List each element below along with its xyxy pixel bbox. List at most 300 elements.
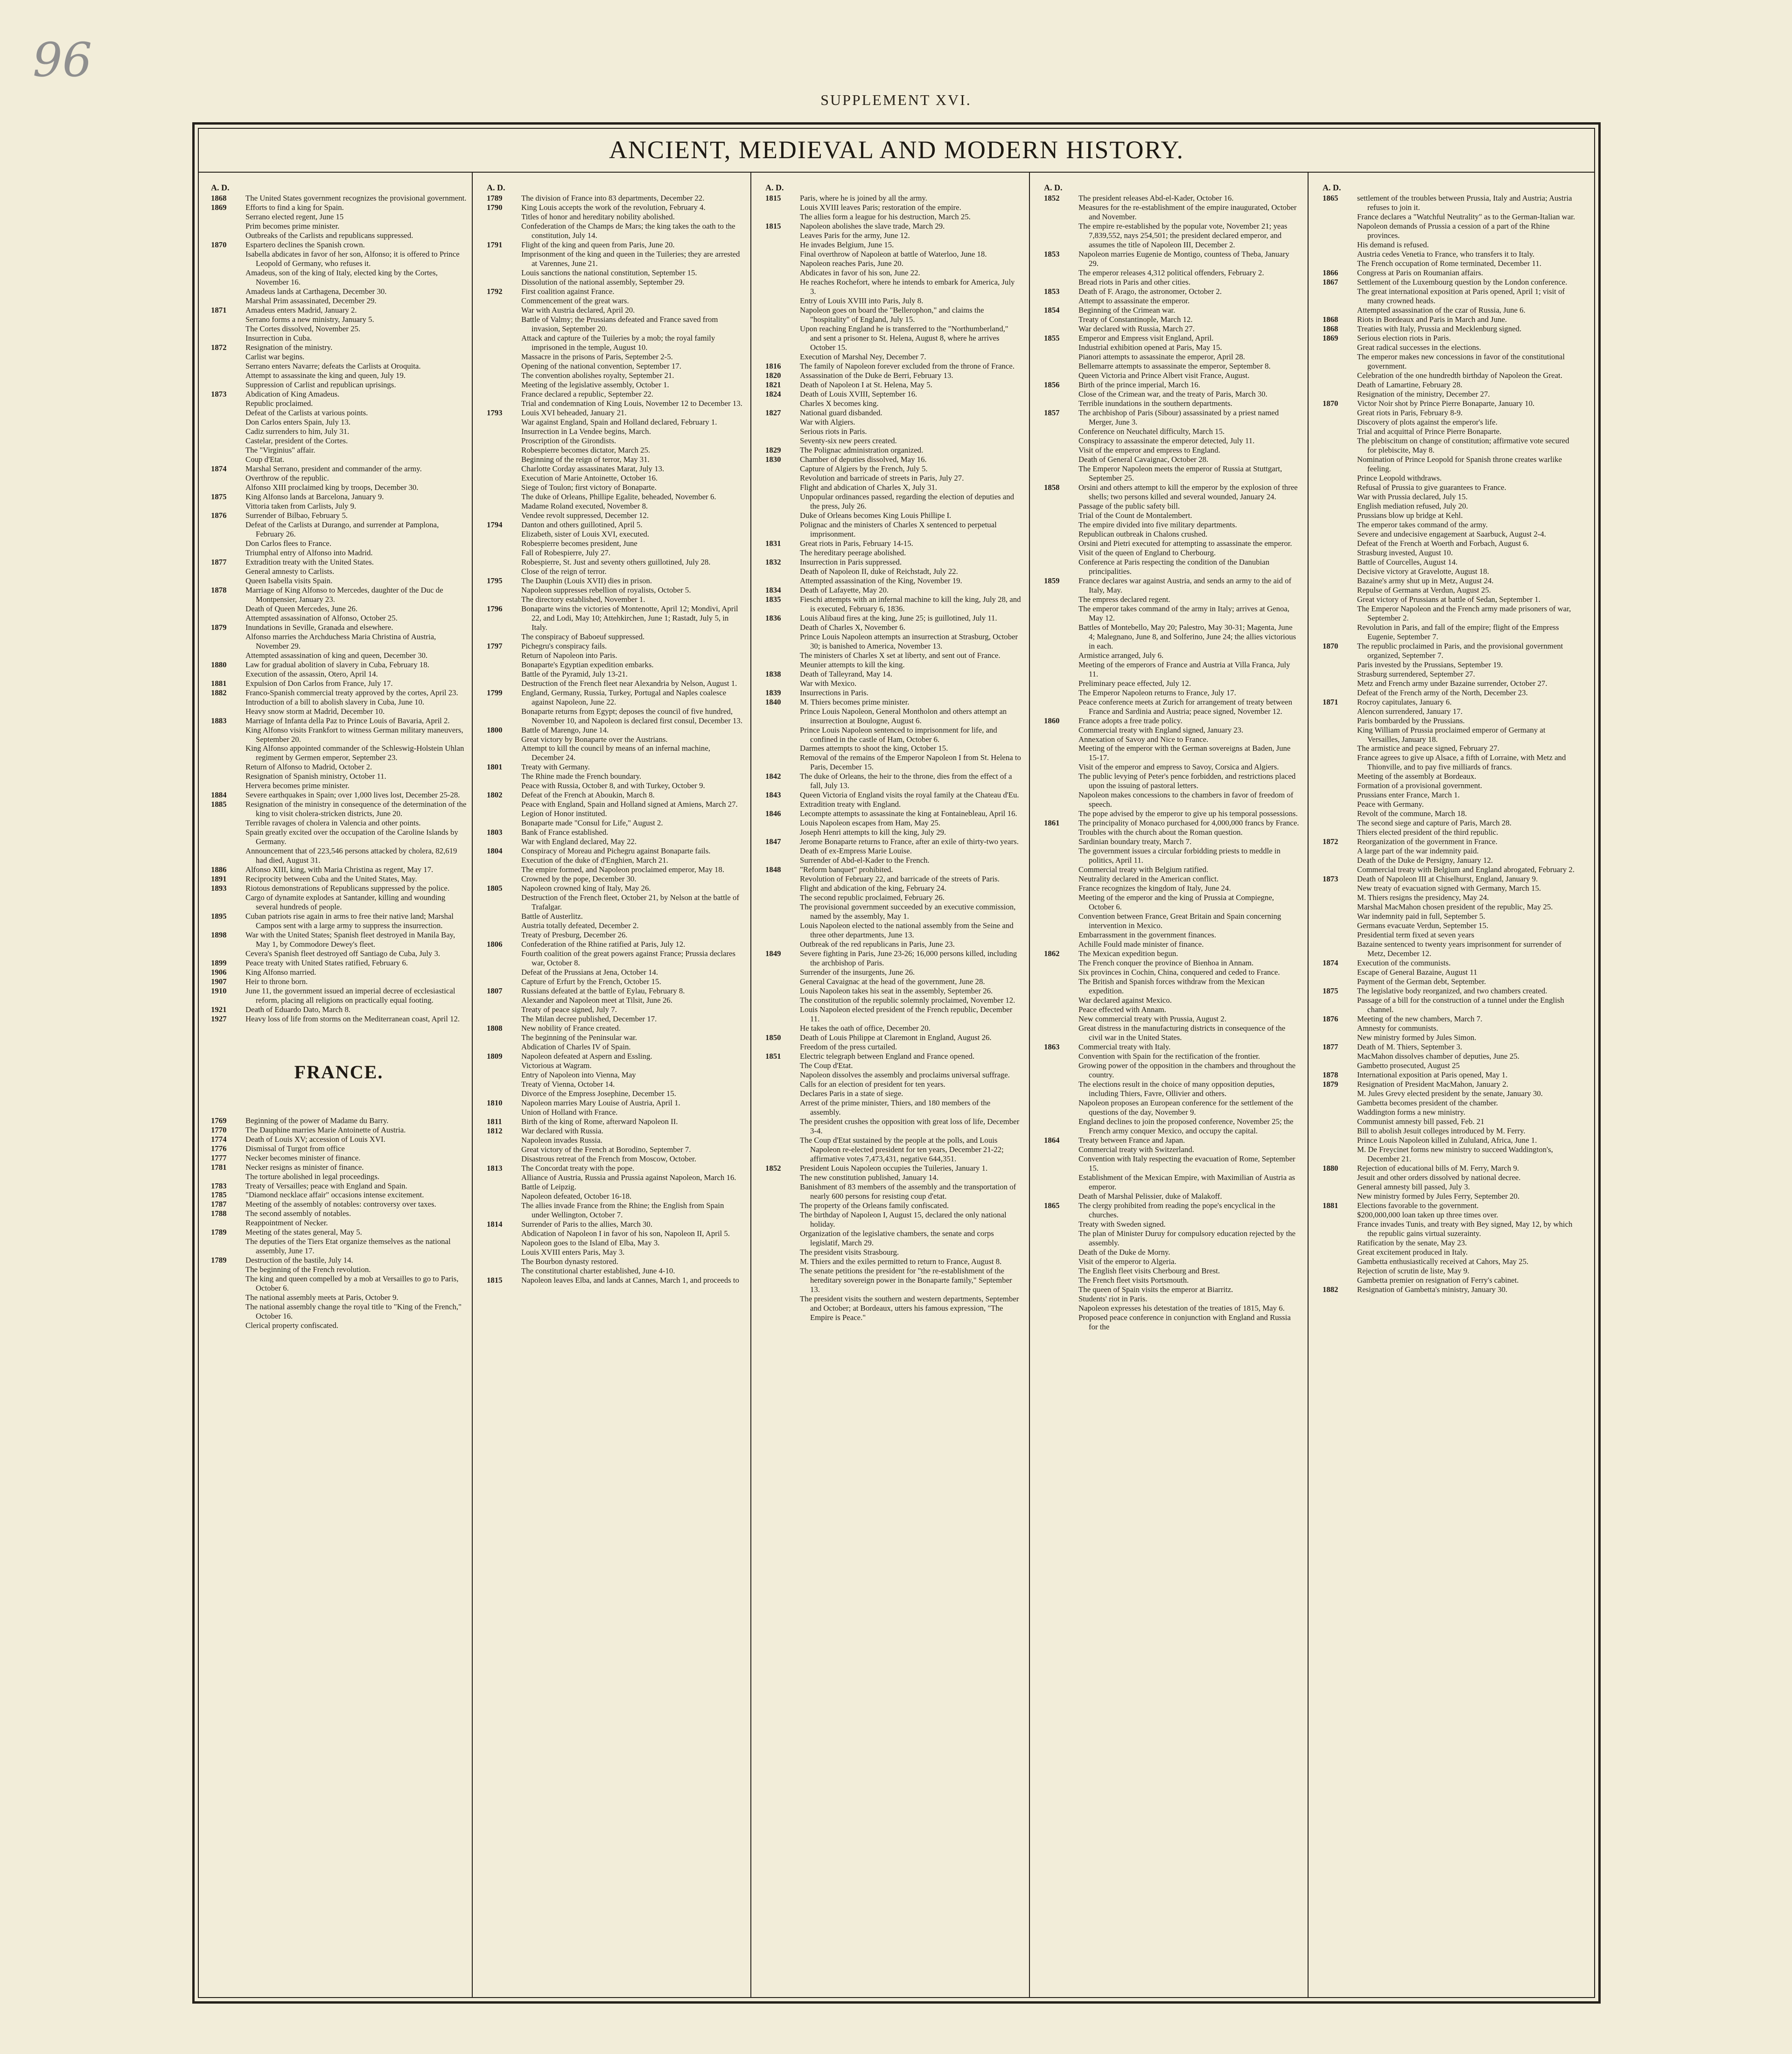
history-entry xyxy=(1323,1126,1578,1136)
entry-text: Cevera's Spanish fleet destroyed off Santiago de Cuba, July 3. xyxy=(245,949,441,958)
entry-text: Severe earthquakes in Spain; over 1,000 lives lost, December 25-28. xyxy=(245,790,460,800)
france-entries xyxy=(211,1116,467,1331)
column-header: A. D. xyxy=(1044,183,1063,192)
history-entry xyxy=(765,455,1021,464)
entry-text: King Louis accepts the work of the revolution, February 4. xyxy=(521,203,706,212)
entry-text: The torture abolished in legal proceedings. xyxy=(245,1172,380,1181)
history-entry xyxy=(487,548,742,558)
entry-year: 1870 xyxy=(1323,399,1338,408)
history-entry xyxy=(1323,408,1578,418)
entry-text: Paris, where he is joined by all the army. xyxy=(800,194,927,203)
entry-year: 1783 xyxy=(211,1181,227,1190)
entry-text: Bread riots in Paris and other cities. xyxy=(1078,278,1191,287)
history-entry xyxy=(211,1209,467,1218)
entry-year xyxy=(1323,418,1353,427)
entry-year xyxy=(765,464,796,474)
entry-year xyxy=(211,315,242,324)
history-entry xyxy=(1323,1070,1578,1080)
entry-year xyxy=(1044,660,1075,679)
entry-text: Death of Napoleon II, duke of Reichstadt, July 22. xyxy=(800,566,958,576)
entry-year xyxy=(1044,222,1075,250)
entry-year xyxy=(487,1005,518,1014)
entry-text: Death of Marshal Pelissier, duke of Malakoff. xyxy=(1078,1191,1222,1201)
history-entry xyxy=(765,865,1021,874)
entry-text: Close of the Crimean war, and the treaty of Paris, March 30. xyxy=(1078,390,1267,399)
history-entry xyxy=(1044,278,1300,287)
history-entry xyxy=(765,660,1021,670)
history-entry xyxy=(487,949,742,968)
entry-text: Battle of Valmy; the Prussians defeated and France saved from invasion, September 20. xyxy=(521,315,718,334)
entry-year xyxy=(1323,371,1353,380)
entry-text: The Rhine made the French boundary. xyxy=(521,772,642,781)
entry-text: Death of Napoleon III at Chiselhurst, England, January 9. xyxy=(1357,874,1538,884)
history-entry xyxy=(1323,940,1578,958)
history-entry xyxy=(1044,268,1300,278)
column-divider xyxy=(1029,173,1030,1998)
entry-year xyxy=(487,567,518,576)
history-entry xyxy=(211,604,467,614)
history-entry xyxy=(1323,688,1578,698)
history-entry xyxy=(211,1302,467,1321)
entry-year: 1865 xyxy=(1044,1201,1060,1210)
entry-year xyxy=(1044,735,1075,744)
entry-text: Law for gradual abolition of slavery in Cuba, February 18. xyxy=(245,660,429,669)
history-entry xyxy=(765,371,1021,380)
entry-year xyxy=(1044,968,1075,977)
entry-year xyxy=(1323,1248,1353,1257)
entry-year xyxy=(765,399,796,408)
entry-text: Serious election riots in Paris. xyxy=(1357,334,1451,343)
entry-year xyxy=(765,744,796,753)
entry-text: The division of France into 83 departments, December 22. xyxy=(521,194,705,203)
history-entry xyxy=(211,334,467,343)
entry-year xyxy=(1323,595,1353,604)
history-entry xyxy=(1323,716,1578,726)
entry-year xyxy=(765,1201,796,1210)
entry-text: Insurrection in Cuba. xyxy=(245,334,312,343)
history-entry xyxy=(487,726,742,735)
entry-text: Banishment of 83 members of the assembly and the transportation of nearly 600 persons for resisting coup d'etat. xyxy=(800,1182,1016,1201)
entry-year xyxy=(1044,464,1075,483)
history-entry xyxy=(1323,240,1578,250)
entry-text: Lecompte attempts to assassinate the king at Fontainebleau, April 16. xyxy=(800,809,1017,818)
entry-text: Unpopular ordinances passed, regarding the election of deputies and the press, July 26. xyxy=(800,492,1015,510)
entry-text: The convention abolishes royalty, September 21. xyxy=(521,371,674,380)
history-entry xyxy=(1044,1248,1300,1257)
entry-year xyxy=(487,1154,518,1164)
entry-year: 1830 xyxy=(765,454,781,464)
history-entry xyxy=(1044,1052,1300,1061)
history-entry xyxy=(1044,1257,1300,1266)
entry-text: Flight and abdication of Charles X, July 31. xyxy=(800,482,938,492)
entry-year: 1868 xyxy=(1323,315,1338,324)
entry-text: Thiers elected president of the third republic. xyxy=(1357,828,1498,837)
entry-year xyxy=(765,567,796,576)
entry-year: 1835 xyxy=(765,594,781,604)
entry-year xyxy=(211,446,242,455)
entry-year xyxy=(211,399,242,408)
history-entry xyxy=(765,548,1021,558)
entry-text: Joseph Henri attempts to kill the king, July 29. xyxy=(800,828,946,837)
entry-year xyxy=(1044,726,1075,735)
entry-text: Settlement of the Luxembourg question by the London conference. xyxy=(1357,278,1568,287)
entry-text: The duke of Orleans, the heir to the throne, dies from the effect of a fall, July 13. xyxy=(800,772,1012,790)
entry-text: The United States government recognizes the provisional government. xyxy=(245,194,467,203)
entry-year: 1899 xyxy=(211,958,227,968)
history-entry xyxy=(1044,1117,1300,1136)
entry-text: The empire re-established by the popular vote, November 21; yeas 7,839,552, nays 254,501; the president declared emperor, and assumes the title of Napoleon III, December 2. xyxy=(1078,222,1288,250)
entry-text: Bonaparte's Egyptian expedition embarks. xyxy=(521,660,654,669)
entry-text: War with Mexico. xyxy=(800,678,857,688)
history-entry xyxy=(1044,651,1300,660)
entry-year: 1875 xyxy=(211,492,227,501)
entry-text: Prussians blow up bridge at Kehl. xyxy=(1357,510,1463,520)
history-entry xyxy=(1044,399,1300,408)
entry-year xyxy=(1323,940,1353,958)
history-entry xyxy=(211,268,467,287)
entry-year xyxy=(1323,306,1353,315)
history-entry xyxy=(1044,352,1300,362)
entry-text: Pianori attempts to assassinate the emperor, April 28. xyxy=(1078,352,1245,362)
entry-year: 1789 xyxy=(487,194,503,203)
entry-text: Republican outbreak in Chalons crushed. xyxy=(1078,529,1208,538)
history-entry xyxy=(487,856,742,865)
entry-text: The Dauphin (Louis XVII) dies in prison. xyxy=(521,576,652,585)
history-entry xyxy=(765,846,1021,856)
entry-text: Meeting of the legislative assembly, October 1. xyxy=(521,380,669,390)
history-entry xyxy=(1323,212,1578,222)
history-entry xyxy=(487,921,742,930)
entry-year xyxy=(765,203,796,212)
entry-text: The Emperor Napoleon returns to France, July 17. xyxy=(1078,688,1236,697)
entry-text: Coup d'Etat. xyxy=(245,454,285,464)
entry-text: Beginning of the power of Madame du Barry. xyxy=(245,1116,389,1125)
entry-year xyxy=(765,352,796,362)
entry-text: Conference at Paris respecting the condition of the Danubian principalities. xyxy=(1078,557,1270,576)
entry-year: 1815 xyxy=(765,194,781,203)
column-header: A. D. xyxy=(765,183,784,192)
history-entry xyxy=(765,1061,1021,1070)
history-entry xyxy=(487,212,742,222)
column-2 xyxy=(487,183,742,1989)
entry-year xyxy=(1323,1136,1353,1145)
entry-year: 1906 xyxy=(211,968,227,977)
entry-text: War with Prussia declared, July 15. xyxy=(1357,492,1468,501)
entry-text: Vittoria taken from Carlists, July 9. xyxy=(245,501,357,510)
entry-text: The president releases Abd-el-Kader, October 16. xyxy=(1078,194,1234,203)
entry-text: Prussians enter France, March 1. xyxy=(1357,790,1460,800)
history-entry xyxy=(1323,790,1578,800)
entry-year: 1861 xyxy=(1044,818,1060,828)
entry-year xyxy=(211,781,242,790)
entry-year xyxy=(487,278,518,287)
entry-text: War declared with Russia, March 27. xyxy=(1078,324,1195,334)
history-entry xyxy=(1044,837,1300,846)
entry-year xyxy=(1323,567,1353,576)
entry-text: He takes the oath of office, December 20. xyxy=(800,1024,931,1033)
entry-year: 1886 xyxy=(211,865,227,874)
entry-text: Revolution of February 22, and barricade of the streets of Paris. xyxy=(800,874,1000,884)
entry-text: Insurrections in Paris. xyxy=(800,688,868,697)
entry-year xyxy=(765,1005,796,1024)
history-entry xyxy=(211,362,467,371)
entry-year xyxy=(765,884,796,893)
entry-year xyxy=(1323,1024,1353,1033)
entry-text: Elections favorable to the government. xyxy=(1357,1201,1479,1210)
entry-year xyxy=(1323,604,1353,623)
entry-text: Visit of the queen of England to Cherbourg. xyxy=(1078,548,1216,557)
history-entry xyxy=(765,483,1021,492)
entry-year xyxy=(1044,874,1075,884)
history-entry xyxy=(765,884,1021,893)
history-entry xyxy=(487,1098,742,1108)
entry-year xyxy=(765,474,796,483)
history-entry xyxy=(1044,1061,1300,1080)
history-entry xyxy=(765,520,1021,539)
entry-text: The plan of Minister Duruy for compulsory education rejected by the assembly. xyxy=(1078,1229,1296,1247)
history-entry xyxy=(1323,520,1578,530)
column-3 xyxy=(765,183,1021,1989)
entry-year: 1858 xyxy=(1044,482,1060,492)
entry-year xyxy=(1044,865,1075,874)
entry-year xyxy=(487,1033,518,1042)
entry-year xyxy=(211,352,242,362)
entry-text: Death of Louis XVIII, September 16. xyxy=(800,390,917,399)
entry-text: Strasburg surrendered, September 27. xyxy=(1357,669,1475,678)
entry-year xyxy=(211,324,242,334)
entry-text: Revolution in Paris, and fall of the empire; flight of the Empress Eugenie, September 7. xyxy=(1357,622,1559,641)
entry-year xyxy=(487,371,518,380)
history-entry xyxy=(1323,726,1578,744)
history-entry xyxy=(487,1154,742,1164)
entry-year xyxy=(1044,1117,1075,1136)
entry-year xyxy=(1323,1192,1353,1201)
history-entry xyxy=(211,371,467,380)
entry-text: Imprisonment of the king and queen in the Tuileries; they are arrested at Varennes, June 21. xyxy=(521,250,740,268)
entry-text: Prince Louis Napoleon attempts an insurrection at Strasburg, October 30; is banished to America, November 13. xyxy=(800,632,1018,650)
entry-year xyxy=(487,1042,518,1052)
history-entry xyxy=(487,1136,742,1145)
entry-year xyxy=(487,818,518,828)
entry-year: 1776 xyxy=(211,1144,227,1153)
history-entry xyxy=(1044,1294,1300,1304)
history-entry xyxy=(765,436,1021,446)
entry-text: Congress at Paris on Roumanian affairs. xyxy=(1357,268,1484,278)
entry-year: 1883 xyxy=(211,716,227,725)
entry-year: 1800 xyxy=(487,725,503,734)
entry-year: 1851 xyxy=(765,1051,781,1061)
entry-text: New nobility of France created. xyxy=(521,1024,621,1033)
entry-year xyxy=(1323,492,1353,502)
entry-text: M. Thiers resigns the presidency, May 24. xyxy=(1357,893,1489,902)
history-entry xyxy=(487,362,742,371)
entry-year: 1871 xyxy=(211,306,227,315)
entry-text: Defeat of the Carlists at Durango, and surrender at Pamplona, February 26. xyxy=(245,520,439,538)
history-entry xyxy=(765,837,1021,846)
entry-text: Freedom of the press curtailed. xyxy=(800,1042,897,1051)
history-entry xyxy=(487,1061,742,1070)
entry-text: Great victory by Bonaparte over the Austrians. xyxy=(521,734,668,744)
entry-year: 1792 xyxy=(487,287,503,296)
entry-text: Victor Noir shot by Prince Pierre Bonaparte, January 10. xyxy=(1357,399,1535,408)
entry-year xyxy=(1044,315,1075,324)
entry-year xyxy=(1044,604,1075,623)
history-entry xyxy=(1323,586,1578,595)
history-entry xyxy=(765,651,1021,660)
entry-year: 1788 xyxy=(211,1209,227,1218)
entry-year xyxy=(1323,1108,1353,1117)
entry-text: Treaty of Versailles; peace with England and Spain. xyxy=(245,1181,407,1190)
entry-text: Reorganization of the government in France. xyxy=(1357,837,1498,846)
entry-year xyxy=(487,492,518,502)
entry-text: Formation of a provisional government. xyxy=(1357,781,1482,790)
history-entry xyxy=(487,940,742,949)
history-entry xyxy=(487,1052,742,1061)
entry-year xyxy=(765,986,796,996)
entry-year xyxy=(1323,893,1353,902)
entry-text: Capture of Erfurt by the French, October 15. xyxy=(521,977,661,986)
history-entry xyxy=(211,212,467,222)
entry-year: 1827 xyxy=(765,408,781,418)
entry-year xyxy=(1044,268,1075,278)
entry-text: Destruction of the bastile, July 14. xyxy=(245,1256,353,1265)
history-entry xyxy=(1323,865,1578,874)
entry-text: Fourth coalition of the great powers against France; Prussia declares war, October 8. xyxy=(521,949,736,968)
history-entry xyxy=(1044,371,1300,380)
entry-text: Repulse of Germans at Verdun, August 25. xyxy=(1357,585,1491,594)
entry-year xyxy=(1323,865,1353,874)
history-entry xyxy=(1323,1080,1578,1089)
entry-text: The ministers of Charles X set at liberty, and sent out of France. xyxy=(800,650,1001,660)
entry-year: 1868 xyxy=(211,194,227,203)
entry-year: 1815 xyxy=(765,222,781,231)
entry-text: The constitutional charter established, June 4-10. xyxy=(521,1266,675,1275)
entry-year xyxy=(765,296,796,306)
history-entry xyxy=(1044,958,1300,968)
entry-year xyxy=(765,240,796,250)
column-1 xyxy=(211,183,467,1989)
entry-year xyxy=(211,1274,242,1293)
entry-text: Clerical property confiscated. xyxy=(245,1321,338,1330)
history-entry xyxy=(487,604,742,632)
entry-text: Marriage of King Alfonso to Mercedes, daughter of the Duc de Montpensier, January 23. xyxy=(245,585,443,604)
history-entry xyxy=(487,1024,742,1033)
entry-text: "Diamond necklace affair" occasions intense excitement. xyxy=(245,1190,424,1200)
entry-text: Louis sanctions the national constitution, September 15. xyxy=(521,268,697,278)
entry-text: The Emperor Napoleon meets the emperor of Russia at Stuttgart, September 25. xyxy=(1078,464,1282,482)
entry-text: New ministry formed by Jules Ferry, September 20. xyxy=(1357,1191,1519,1201)
history-entry xyxy=(211,1005,467,1014)
history-entry xyxy=(487,315,742,334)
history-entry xyxy=(765,1173,1021,1182)
entry-year xyxy=(487,306,518,315)
history-entry xyxy=(765,790,1021,800)
history-entry xyxy=(1323,642,1578,660)
entry-text: The beginning of the French revolution. xyxy=(245,1265,371,1274)
history-entry xyxy=(211,707,467,716)
history-entry xyxy=(1044,884,1300,893)
history-entry xyxy=(211,884,467,893)
entry-year xyxy=(1323,790,1353,800)
entry-year xyxy=(765,268,796,278)
entry-text: The national assembly change the royal title to "King of the French," October 16. xyxy=(245,1302,462,1321)
history-entry xyxy=(211,1265,467,1274)
entry-text: The beginning of the Peninsular war. xyxy=(521,1033,637,1042)
history-entry xyxy=(487,380,742,390)
entry-text: Extradition treaty with the United States. xyxy=(245,557,374,566)
entry-year: 1812 xyxy=(487,1126,503,1135)
history-entry xyxy=(487,1126,742,1136)
entry-year xyxy=(1323,688,1353,698)
entry-text: The second siege and capture of Paris, March 28. xyxy=(1357,818,1512,828)
history-entry xyxy=(1044,1024,1300,1042)
entry-year xyxy=(1323,856,1353,865)
entry-year xyxy=(1044,399,1075,408)
entry-year xyxy=(487,735,518,744)
history-entry xyxy=(211,893,467,912)
history-entry xyxy=(211,1172,467,1181)
entry-text: Meeting of the assembly at Bordeaux. xyxy=(1357,772,1477,781)
history-entry xyxy=(765,212,1021,222)
entry-text: Queen Victoria and Prince Albert visit France, August. xyxy=(1078,371,1250,380)
entry-year xyxy=(487,399,518,408)
entry-text: Defeat of the French at Aboukin, March 8. xyxy=(521,790,655,800)
history-entry xyxy=(1044,874,1300,884)
entry-text: General Cavaignac at the head of the government, June 28. xyxy=(800,977,985,986)
entry-text: Reciprocity between Cuba and the United States, May. xyxy=(245,874,417,884)
history-entry xyxy=(1044,511,1300,520)
history-entry xyxy=(487,1164,742,1173)
history-entry xyxy=(1323,502,1578,511)
history-entry xyxy=(487,530,742,539)
entry-text: Battle of Marengo, June 14. xyxy=(521,725,609,734)
history-entry xyxy=(211,670,467,679)
entry-year xyxy=(487,1070,518,1080)
entry-year xyxy=(1323,912,1353,921)
entry-text: Destruction of the French fleet, October 21, by Nelson at the battle of Trafalgar. xyxy=(521,893,739,912)
entry-year xyxy=(1044,958,1075,968)
history-entry xyxy=(1044,865,1300,874)
entry-year xyxy=(487,1080,518,1089)
supplement-label: SUPPLEMENT XVI. xyxy=(820,91,972,108)
history-entry xyxy=(1044,1220,1300,1229)
history-entry xyxy=(211,744,467,762)
entry-year: 1879 xyxy=(211,622,227,632)
column-4 xyxy=(1044,183,1300,1989)
history-entry xyxy=(1323,902,1578,912)
entry-year xyxy=(765,1248,796,1257)
history-entry xyxy=(765,707,1021,726)
history-entry xyxy=(487,595,742,604)
entry-text: Alfonso XIII proclaimed king by troops, December 30. xyxy=(245,482,419,492)
history-entry xyxy=(765,753,1021,772)
history-entry xyxy=(1044,716,1300,726)
entry-text: Attempted assassination of king and queen, December 30. xyxy=(245,650,428,660)
entry-text: France invades Tunis, and treaty with Bey signed, May 12, by which the republic gains virtual suzerainty. xyxy=(1357,1219,1573,1238)
entry-year xyxy=(211,502,242,511)
entry-text: Death of General Cavaignac, October 28. xyxy=(1078,454,1209,464)
entry-year xyxy=(765,818,796,828)
entry-text: Escape of General Bazaine, August 11 xyxy=(1357,968,1477,977)
entry-text: Marshal Serrano, president and commander of the army. xyxy=(245,464,422,473)
entry-text: Confederation of the Champs de Mars; the king takes the oath to the constitution, July 14. xyxy=(521,222,735,240)
entry-year xyxy=(487,502,518,511)
entry-year xyxy=(1323,772,1353,781)
entry-year xyxy=(1044,762,1075,772)
entry-year xyxy=(211,567,242,576)
history-entry xyxy=(211,250,467,268)
history-entry xyxy=(1044,623,1300,651)
